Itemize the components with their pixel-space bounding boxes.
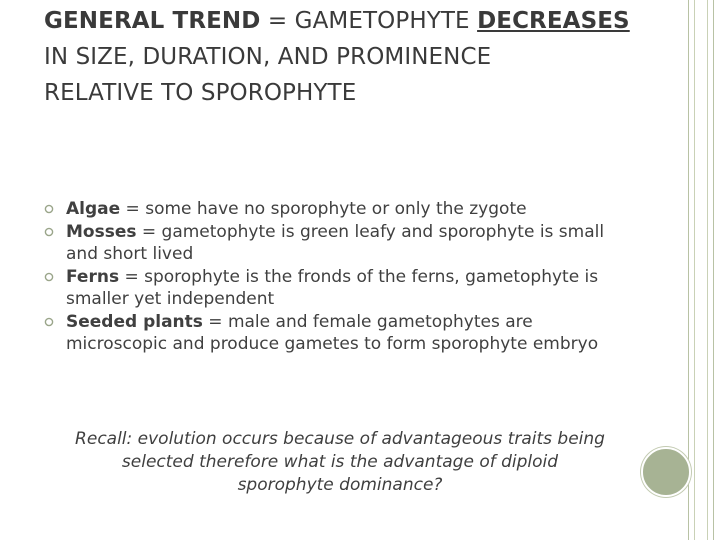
- recall-line-2: selected therefore what is the advantage of diploid: [121, 452, 559, 472]
- bullet-text: = sporophyte is the fronds of the ferns, gametophyte is smaller yet independent: [66, 267, 599, 309]
- bullet-term: Algae: [66, 199, 121, 219]
- bullet-term: Seeded plants: [66, 312, 203, 332]
- bullet-item-seeded-plants: [44, 311, 634, 355]
- title-line-2: IN SIZE, DURATION, AND PROMINENCE: [44, 44, 492, 70]
- title-underlined-part: DECREASES: [477, 8, 630, 34]
- bullet-item-ferns: [44, 266, 634, 310]
- recall-line-1: Recall: evolution occurs because of advantageous traits being: [75, 429, 605, 449]
- slide-title: [44, 3, 674, 111]
- title-bold-part: GENERAL TREND: [44, 8, 261, 34]
- title-line-1: [44, 3, 674, 39]
- recall-question: [40, 428, 640, 497]
- decorative-circle: [641, 447, 691, 497]
- bullet-icon: [44, 272, 54, 282]
- bullet-icon: [44, 227, 54, 237]
- bullet-text: = male and female gametophytes are microscopic and produce gametes to form sporophyte embryo: [66, 312, 599, 354]
- title-line-3: RELATIVE TO SPOROPHYTE: [44, 80, 357, 106]
- bullet-list: [44, 198, 634, 356]
- bullet-icon: [44, 204, 54, 214]
- bullet-text: = gametophyte is green leafy and sporophyte is small and short lived: [66, 222, 605, 264]
- bullet-item-algae: [44, 198, 634, 220]
- bullet-term: Ferns: [66, 267, 120, 287]
- bullet-term: Mosses: [66, 222, 137, 242]
- title-middle-part: = GAMETOPHYTE: [260, 8, 478, 34]
- bullet-text: = some have no sporophyte or only the zygote: [120, 199, 527, 219]
- recall-line-3: sporophyte dominance?: [237, 475, 443, 495]
- bullet-item-mosses: [44, 221, 634, 265]
- bullet-icon: [44, 317, 54, 327]
- right-frame-inner-border: [694, 0, 708, 540]
